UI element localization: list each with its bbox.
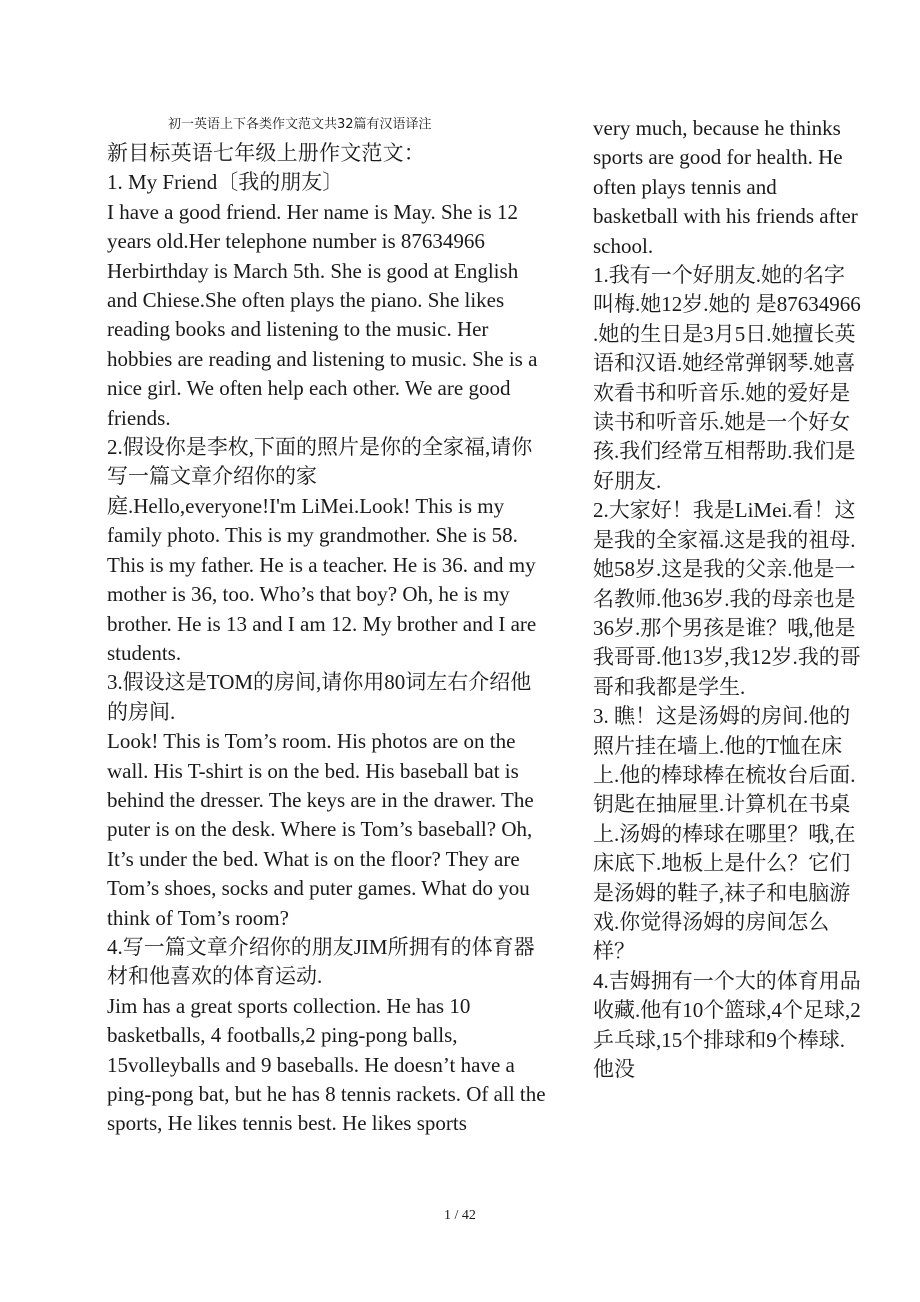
left-column: [107, 139, 547, 1139]
essay4-prompt: 4.写一篇文章介绍你的朋友JIM所拥有的体育器材和他喜欢的体育运动.: [107, 934, 535, 989]
essay3-body: Look! This is Tom’s room. His photos are on the wall. His T-shirt is on the bed. His baseball bat is behind the dresser. The keys are in the drawer. The puter is on the desk. Where is Tom’s baseball? Oh, It’s under the bed. What is on the floor? They are Tom’s shoes, socks and puter games. What do you think of Tom’s room?: [107, 729, 534, 930]
translation-1: 1.我有一个好朋友.她的名字叫梅.她12岁.她的 是87634966 .她的生日是3月5日.她擅长英语和汉语.她经常弹钢琴.她喜欢看书和听音乐.她的爱好是读书和听音乐.她是一个好女孩.我们经常互相帮助.我们是好朋友.: [593, 263, 861, 493]
section-heading: 新目标英语七年级上册作文范文：: [107, 141, 425, 165]
right-column: [593, 114, 863, 1084]
page-number: 1 / 42: [444, 1208, 476, 1223]
essay1-body: I have a good friend. Her name is May. She is 12 years old.Her telephone number is 87634966 Herbirthday is March 5th. She is good at English and Chiese.She often plays the piano. She likes reading books and listening to the music. Her hobbies are reading and listening to music. She is a nice girl. We often help each other. We are good friends.: [107, 199, 538, 430]
document-title: 初一英语上下各类作文范文共32篇有汉语译注: [168, 117, 432, 132]
essay2-prompt: 2.假设你是李枚,下面的照片是你的全家福,请你写一篇文章介绍你的家: [107, 435, 533, 489]
essay4-body: Jim has a great sports collection. He has 10 basketballs, 4 footballs,2 ping-pong balls, 15volleyballs and 9 baseballs. He doesn’t have a ping-pong bat, but he has 8 tennis rackets. Of all the sports, He likes tennis best. He likes sports: [107, 993, 546, 1136]
essay2-body: 庭.Hello,everyone!I'm LiMei.Look! This is my family photo. This is my grandmother. She is 58. This is my father. He is a teacher. He is 36. and my mother is 36, too. Who’s that boy? Oh, he is my brother. He is 13 and I am 12. My brother and I are students.: [107, 493, 537, 665]
essay4-body-continued: very much, because he thinks sports are good for health. He often plays tennis and basketball with his friends after school.: [593, 116, 858, 258]
essay1-title: 1. My Friend〔我的朋友〕: [107, 170, 344, 195]
translation-4: 4.吉姆拥有一个大的体育用品收藏.他有10个篮球,4个足球,2乒乓球,15个排球和9个棒球.他没: [593, 968, 861, 1081]
translation-2: 2.大家好！我是LiMei.看！这是我的全家福.这是我的祖母.她58岁.这是我的父亲.他是一名教师.他36岁.我的母亲也是36岁.那个男孩是谁？哦,他是我哥哥.他13岁,我12岁.我的哥哥和我都是学生.: [593, 498, 861, 699]
essay3-prompt: 3.假设这是TOM的房间,请你用80词左右介绍他的房间.: [107, 670, 532, 724]
translation-3: 3. 瞧！这是汤姆的房间.他的照片挂在墙上.他的T恤在床上.他的棒球棒在梳妆台后面.钥匙在抽屉里.计算机在书桌上.汤姆的棒球在哪里？哦,在床底下.地板上是什么？它们是汤姆的鞋子,袜子和电脑游戏.你觉得汤姆的房间怎么样？: [593, 704, 856, 964]
